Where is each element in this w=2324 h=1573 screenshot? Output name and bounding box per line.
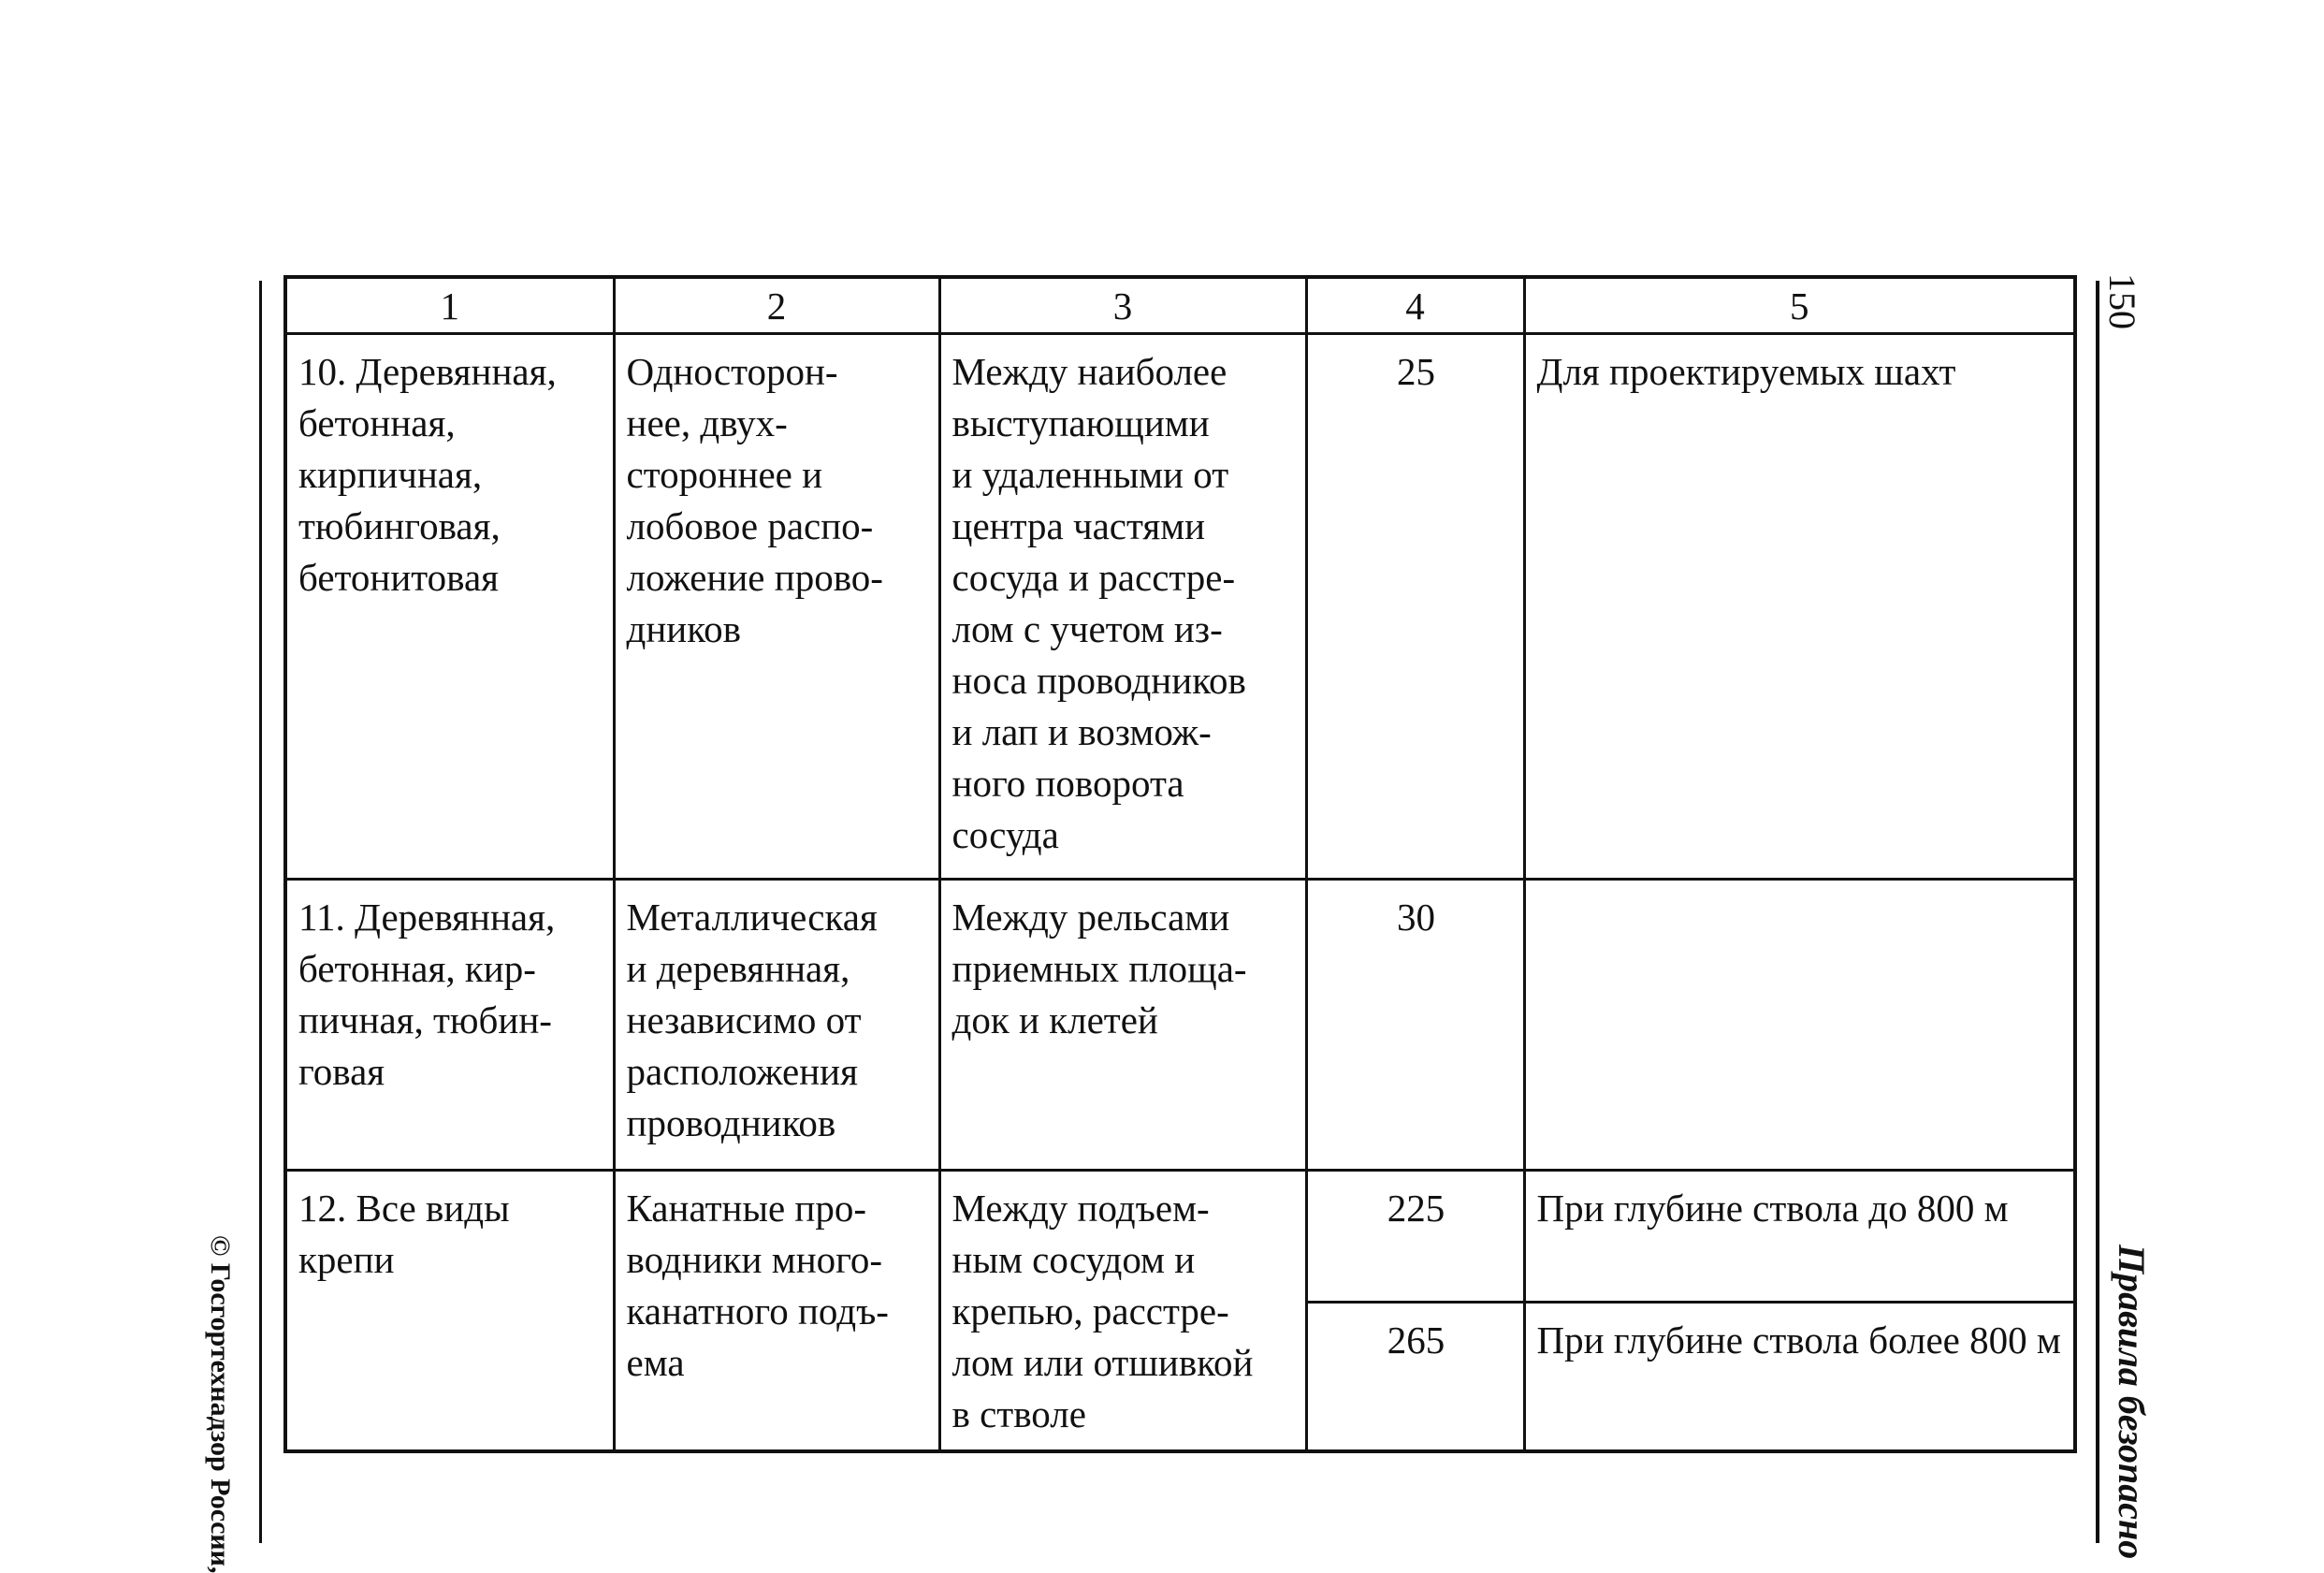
table-row bbox=[285, 334, 2075, 880]
guide-type-cell: Канатные про- водники много- канатного подъ- ема bbox=[614, 1171, 939, 1452]
column-header: 3 bbox=[939, 277, 1306, 334]
guide-type-cell: Металлическая и деревянная, независимо от расположения проводников bbox=[614, 880, 939, 1171]
copyright-notice: © Госгортехнадзор России, bbox=[205, 1235, 236, 1573]
measurement-location-cell: Между рельсами приемных площа- док и клетей bbox=[939, 880, 1306, 1171]
column-header: 1 bbox=[285, 277, 614, 334]
measurement-location-cell: Между наиболее выступающими и удаленными от центра частями сосуда и расстре- лом с учетом из- носа проводников и лап и возмож- ного поворота сосуда bbox=[939, 334, 1306, 880]
table-row bbox=[285, 1171, 2075, 1303]
page-number: 150 bbox=[2101, 273, 2143, 329]
clearance-value-cell: 30 bbox=[1306, 880, 1524, 1171]
note-cell: При глубине ствола до 800 м bbox=[1524, 1171, 2075, 1303]
measurement-location-cell: Между подъем- ным сосудом и крепью, расстре- лом или отшивкой в стволе bbox=[939, 1171, 1306, 1452]
table-row bbox=[285, 880, 2075, 1171]
guide-type-cell: Односторон- нее, двух- стороннее и лобовое распо- ложение прово- дников bbox=[614, 334, 939, 880]
column-header: 2 bbox=[614, 277, 939, 334]
lining-type-cell: 12. Все виды крепи bbox=[285, 1171, 614, 1452]
right-margin-rule bbox=[2096, 281, 2099, 1543]
note-cell: Для проектируемых шахт bbox=[1524, 334, 2075, 880]
table-header-row bbox=[285, 277, 2075, 334]
clearance-table bbox=[283, 275, 2077, 1453]
left-margin-rule bbox=[259, 281, 262, 1543]
lining-type-cell: 11. Деревянная, бетонная, кир- пичная, тюбин- говая bbox=[285, 880, 614, 1171]
clearance-value-cell: 225 bbox=[1306, 1171, 1524, 1303]
running-title: Правила безопасно bbox=[2111, 1245, 2153, 1560]
note-cell: При глубине ствола более 800 м bbox=[1524, 1302, 2075, 1451]
note-cell bbox=[1524, 880, 2075, 1171]
column-header: 5 bbox=[1524, 277, 2075, 334]
clearance-value-cell: 25 bbox=[1306, 334, 1524, 880]
lining-type-cell: 10. Деревянная, бетонная, кирпичная, тюбинговая, бетонитовая bbox=[285, 334, 614, 880]
clearance-value-cell: 265 bbox=[1306, 1302, 1524, 1451]
column-header: 4 bbox=[1306, 277, 1524, 334]
